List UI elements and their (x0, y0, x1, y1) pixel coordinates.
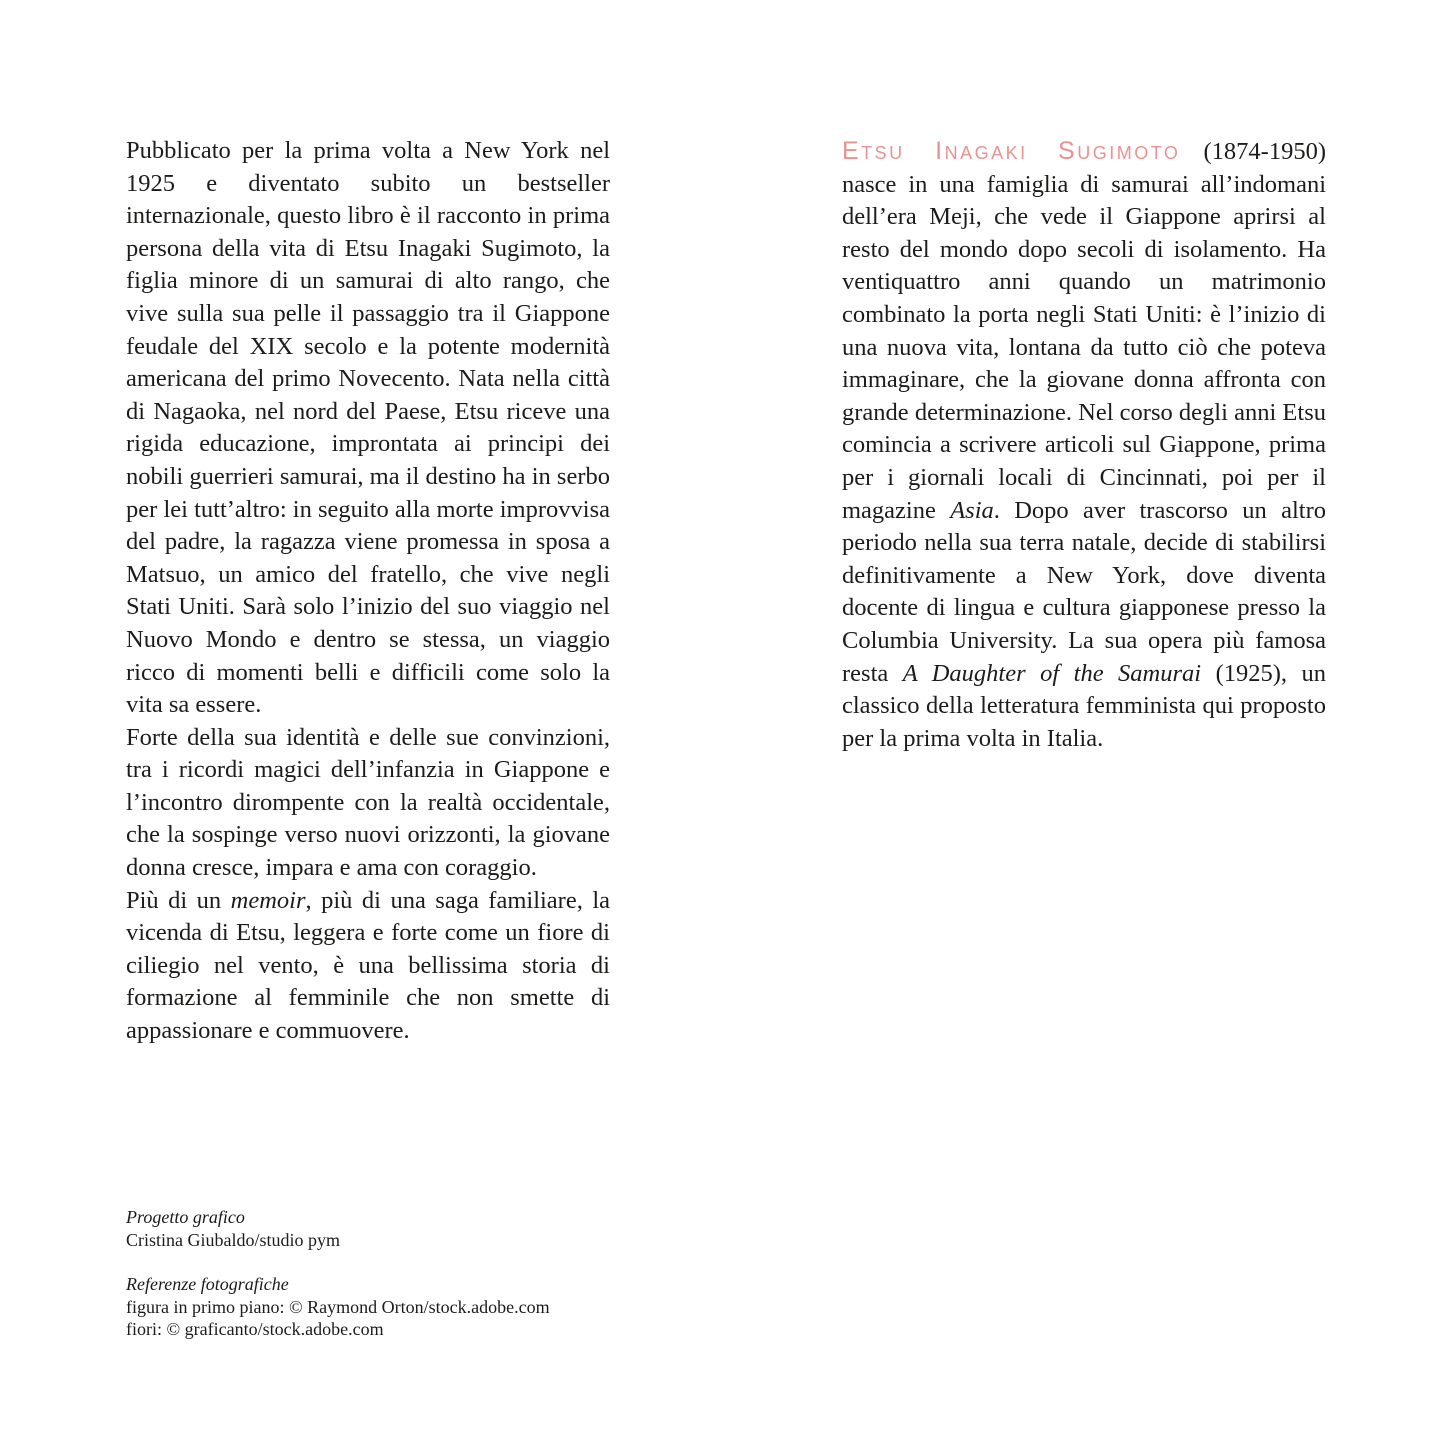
paragraph (126, 885, 610, 1048)
text-run: Più di un (126, 886, 231, 914)
paragraph (126, 722, 610, 885)
text-run: . Dopo aver trascorso un altro periodo nella sua terra natale, decide di stabilirsi definitivamente a New York, dove diventa docente di lingua e cultura giapponese presso la Columbia University. La sua opera più famosa resta (842, 496, 1326, 687)
text-run: (1925), un classico della letteratura femminista qui proposto per la prima volta in Italia. (842, 659, 1326, 752)
photo-credit-item-figure: figura in primo piano: © Raymond Orton/stock.adobe.com (126, 1296, 550, 1317)
text-run: Asia (950, 496, 994, 524)
text-run: memoir (230, 886, 306, 914)
design-credit-label: Progetto grafico (126, 1207, 245, 1227)
text-run: Pubblicato per la prima volta a New York nel 1925 e diventato subito un bestseller internazionale, questo libro è il racconto in prima persona della vita di Etsu Inagaki Sugimoto, la figlia minore di un samurai di alto rango, che vive sulla sua pelle il passaggio tra il Giappone feudale del XIX secolo e la potente modernità americana del primo Novecento. Nata nella città di Nagaoka, nel nord del Paese, Etsu riceve una rigida educazione, improntata ai principi dei nobili guerrieri samurai, ma il destino ha in serbo per lei tutt’altro: in seguito alla morte improvvisa del padre, la ragazza viene promessa in sposa a Matsuo, un amico del fratello, che vive negli Stati Uniti. Sarà solo l’inizio del suo viaggio nel Nuovo Mondo e dentro se stessa, un viaggio ricco di momenti belli e difficili come solo la vita sa essere. (126, 137, 610, 719)
paragraph (842, 135, 1326, 755)
photo-credit-item-flowers: fiori: © graficanto/stock.adobe.com (126, 1319, 384, 1339)
paragraph (126, 135, 610, 722)
author-name-heading: Etsu Inagaki Sugimoto (842, 137, 1181, 165)
text-run: A Daughter of the Samurai (902, 659, 1202, 687)
text-run: Forte della sua identità e delle sue convinzioni, tra i ricordi magici dell’infanzia in Giappone e l’incontro dirompente con la realtà occidentale, che la sospinge verso nuovi orizzonti, la giovane donna cresce, impara e ama con coraggio. (126, 723, 610, 882)
credits-block (126, 1206, 550, 1341)
text-run: (1874-1950) nasce in una famiglia di samurai all’indomani dell’era Meji, che vede il Giappone aprirsi al resto del mondo dopo secoli di isolamento. Ha ventiquattro anni quando un matrimonio combinato la porta negli Stati Uniti: è l’inizio di una nuova vita, lontana da tutto ciò che poteva immaginare, che la giovane donna affronta con grande determinazione. Nel corso degli anni Etsu comincia a scrivere articoli sul Giappone, prima per i giornali locali di Cincinnati, poi per il magazine (842, 138, 1326, 524)
right-text-column (842, 135, 1326, 755)
text-run: , più di una saga familiare, la vicenda di Etsu, leggera e forte come un fiore di ciliegio nel vento, è una bellissima storia di formazione al femminile che non smette di appassionare e commuovere. (126, 886, 610, 1045)
design-credit-value: Cristina Giubaldo/studio pym (126, 1229, 340, 1250)
photo-credit-label: Referenze fotografiche (126, 1274, 289, 1294)
left-text-column (126, 135, 610, 1048)
